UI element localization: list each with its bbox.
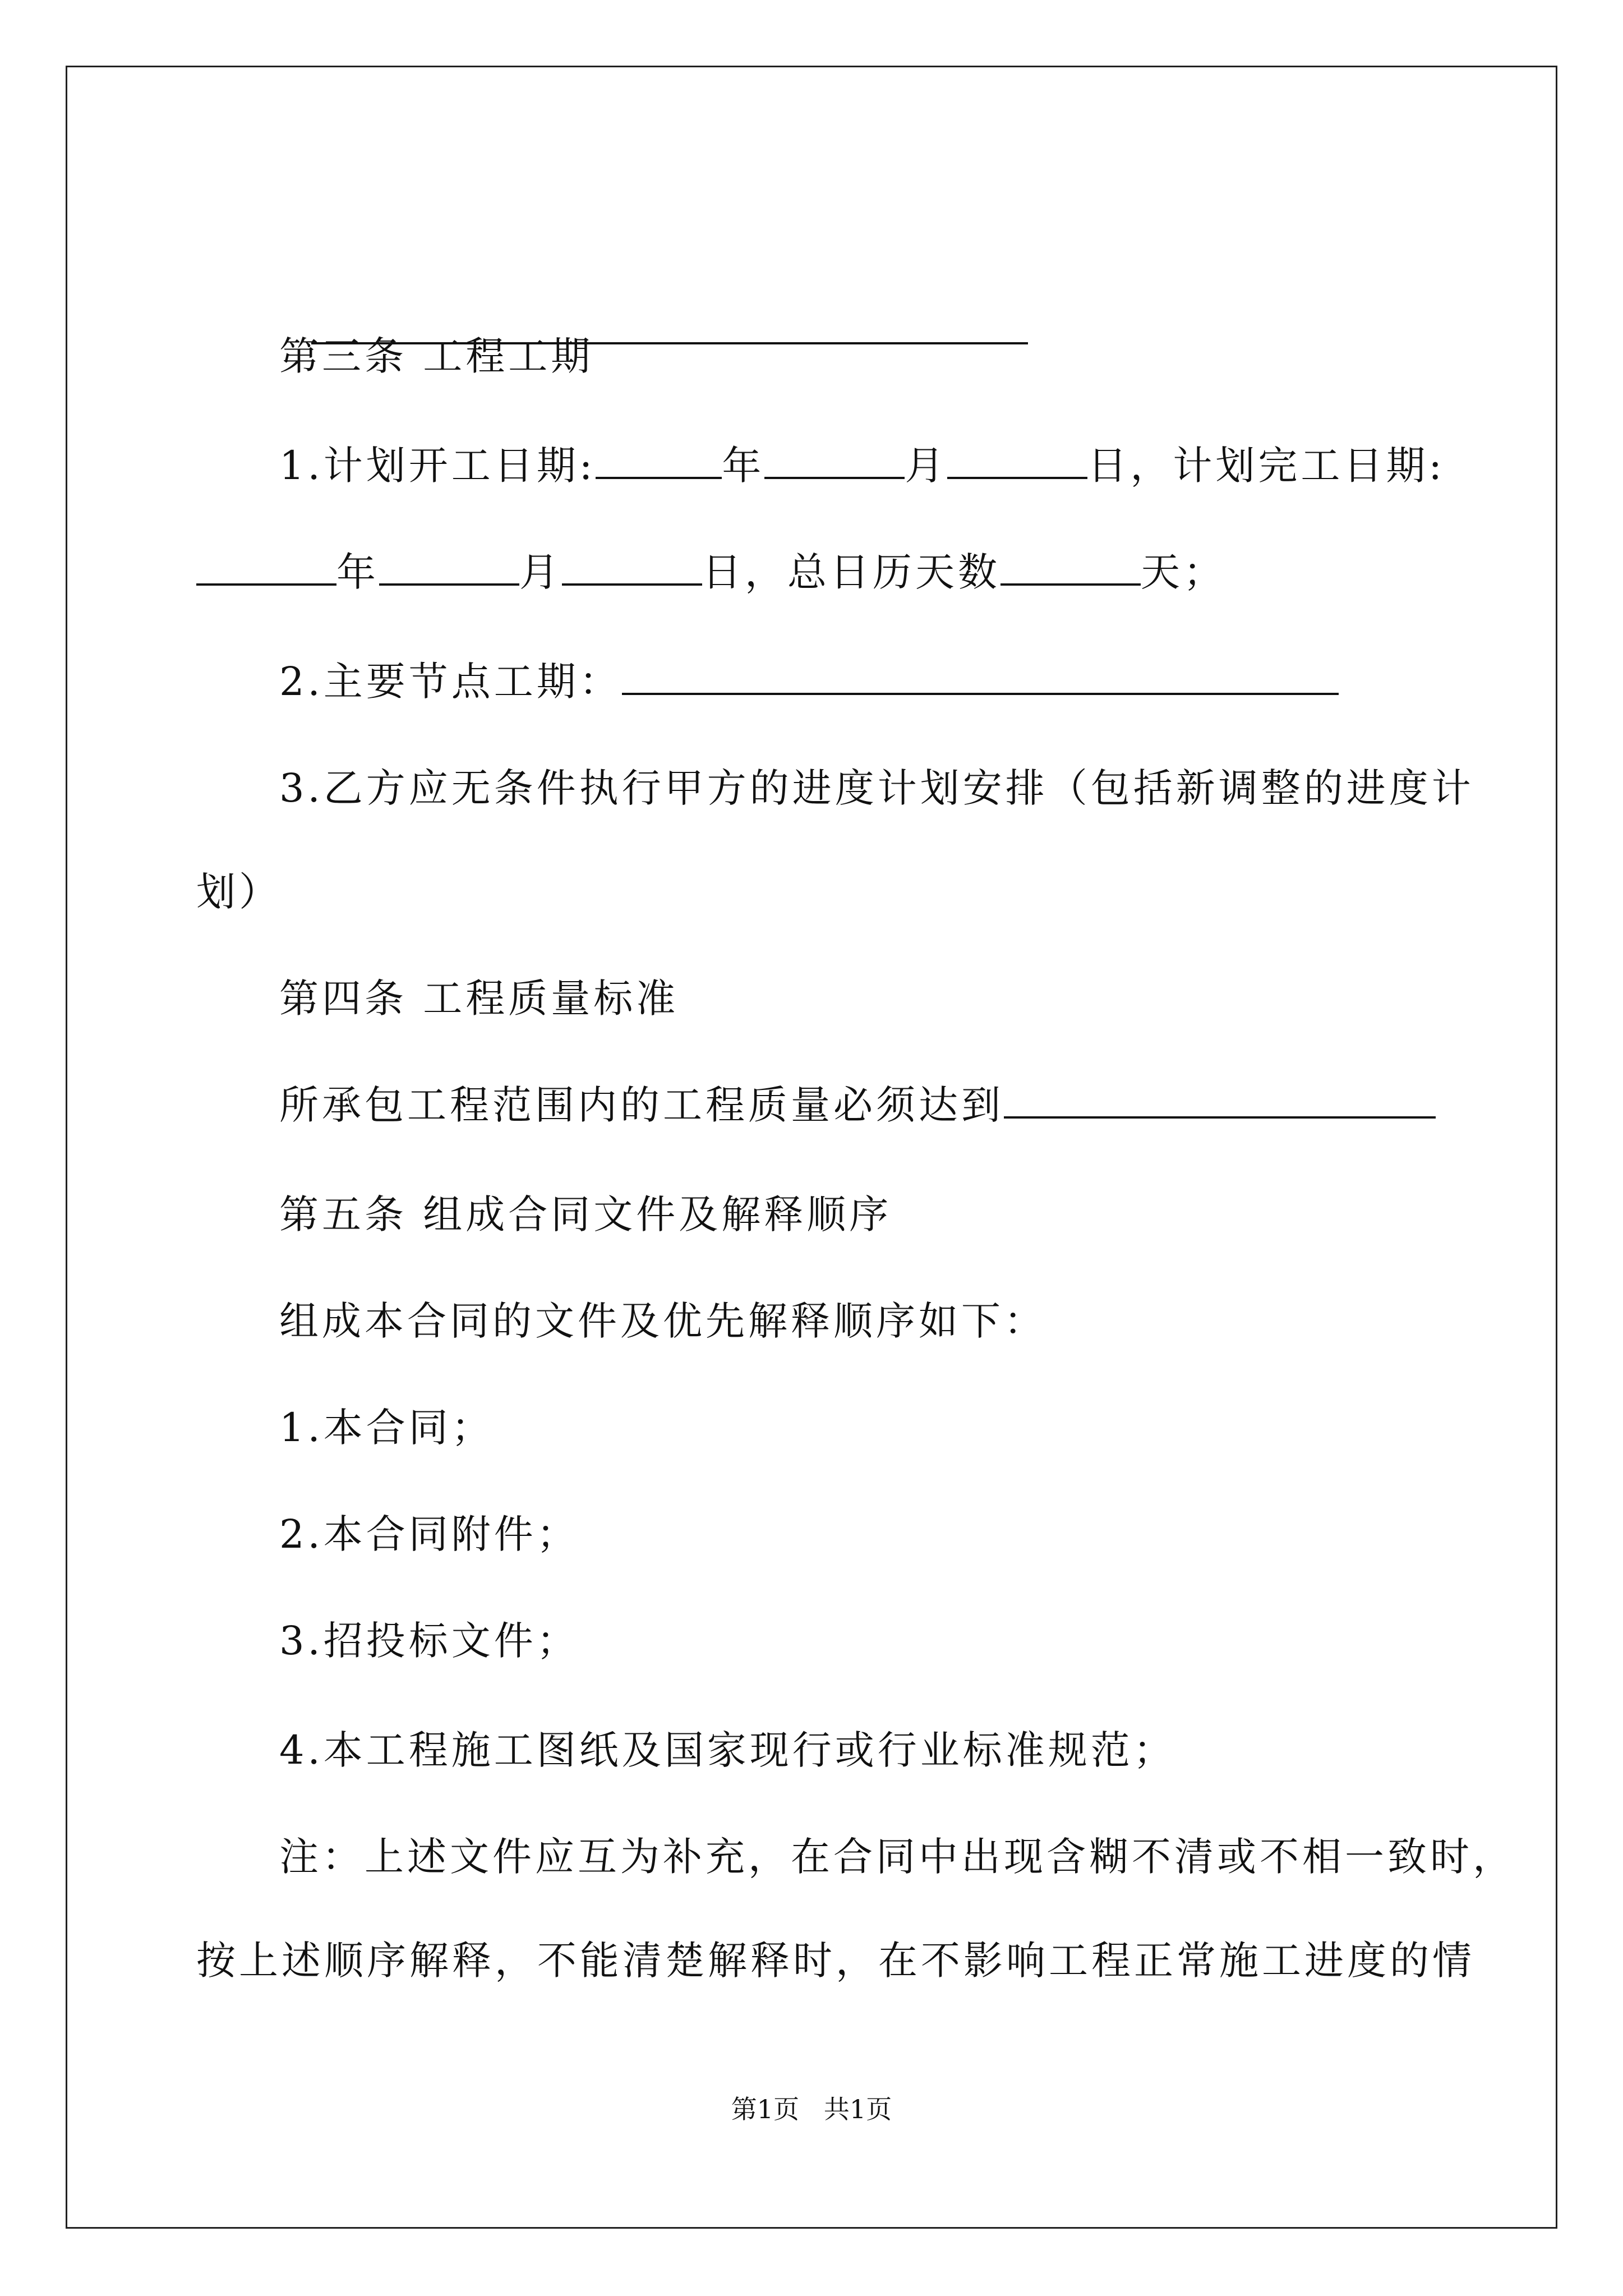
document-item-1: 1.本合同；	[279, 1405, 494, 1451]
label-milestones: 2.主要节点工期：	[279, 659, 622, 705]
milestone-line	[279, 656, 1339, 707]
documents-intro: 组成本合同的文件及优先解释顺序如下：	[279, 1298, 1046, 1344]
label-days: 天；	[1141, 549, 1226, 595]
page-footer: 第1页 共1页	[731, 2094, 892, 2124]
document-item-2: 2.本合同附件；	[279, 1511, 579, 1557]
note-line-2: 按上述顺序解释，不能清楚解释时，在不影响工程正常施工进度的情	[196, 1938, 1475, 1984]
article-3-heading: 第三条 工程工期	[279, 333, 594, 379]
label-year: 年	[722, 443, 765, 489]
label-finish-date: 日，计划完工日期:	[1087, 443, 1445, 489]
start-month-blank	[764, 442, 905, 479]
document-item-4: 4.本工程施工图纸及国家现行或行业标准规范；	[279, 1727, 1176, 1773]
article-5-heading: 第五条 组成合同文件及解释顺序	[279, 1191, 892, 1237]
planned-dates-line-2	[196, 547, 1226, 597]
finish-day-blank	[562, 549, 702, 586]
label-year: 年	[336, 549, 379, 595]
label-month: 月	[905, 443, 948, 489]
quality-blank	[1004, 1082, 1436, 1119]
total-days-blank	[1000, 549, 1141, 586]
note-line-1: 注：上述文件应互为补充，在合同中出现含糊不清或不相一致时，	[279, 1834, 1515, 1880]
article-4-heading: 第四条 工程质量标准	[279, 976, 679, 1022]
start-day-blank	[947, 442, 1087, 479]
milestone-blank	[622, 658, 1339, 695]
quality-standard-line	[279, 1080, 1436, 1130]
planned-dates-line-1	[279, 440, 1445, 491]
finish-month-blank	[379, 549, 519, 586]
schedule-clause-line-2: 划）	[196, 869, 282, 915]
start-year-blank	[596, 442, 722, 479]
finish-year-blank	[196, 549, 336, 586]
label-month: 月	[519, 549, 562, 595]
label-start-date: 1.计划开工日期:	[279, 443, 596, 489]
schedule-clause-line-1: 3.乙方应无条件执行甲方的进度计划安排（包括新调整的进度计	[279, 765, 1474, 811]
label-quality: 所承包工程范围内的工程质量必须达到	[279, 1082, 1004, 1128]
document-item-3: 3.招投标文件；	[279, 1618, 579, 1664]
page-border	[66, 66, 1557, 2229]
label-total-days: 日，总日历天数	[702, 549, 1000, 595]
